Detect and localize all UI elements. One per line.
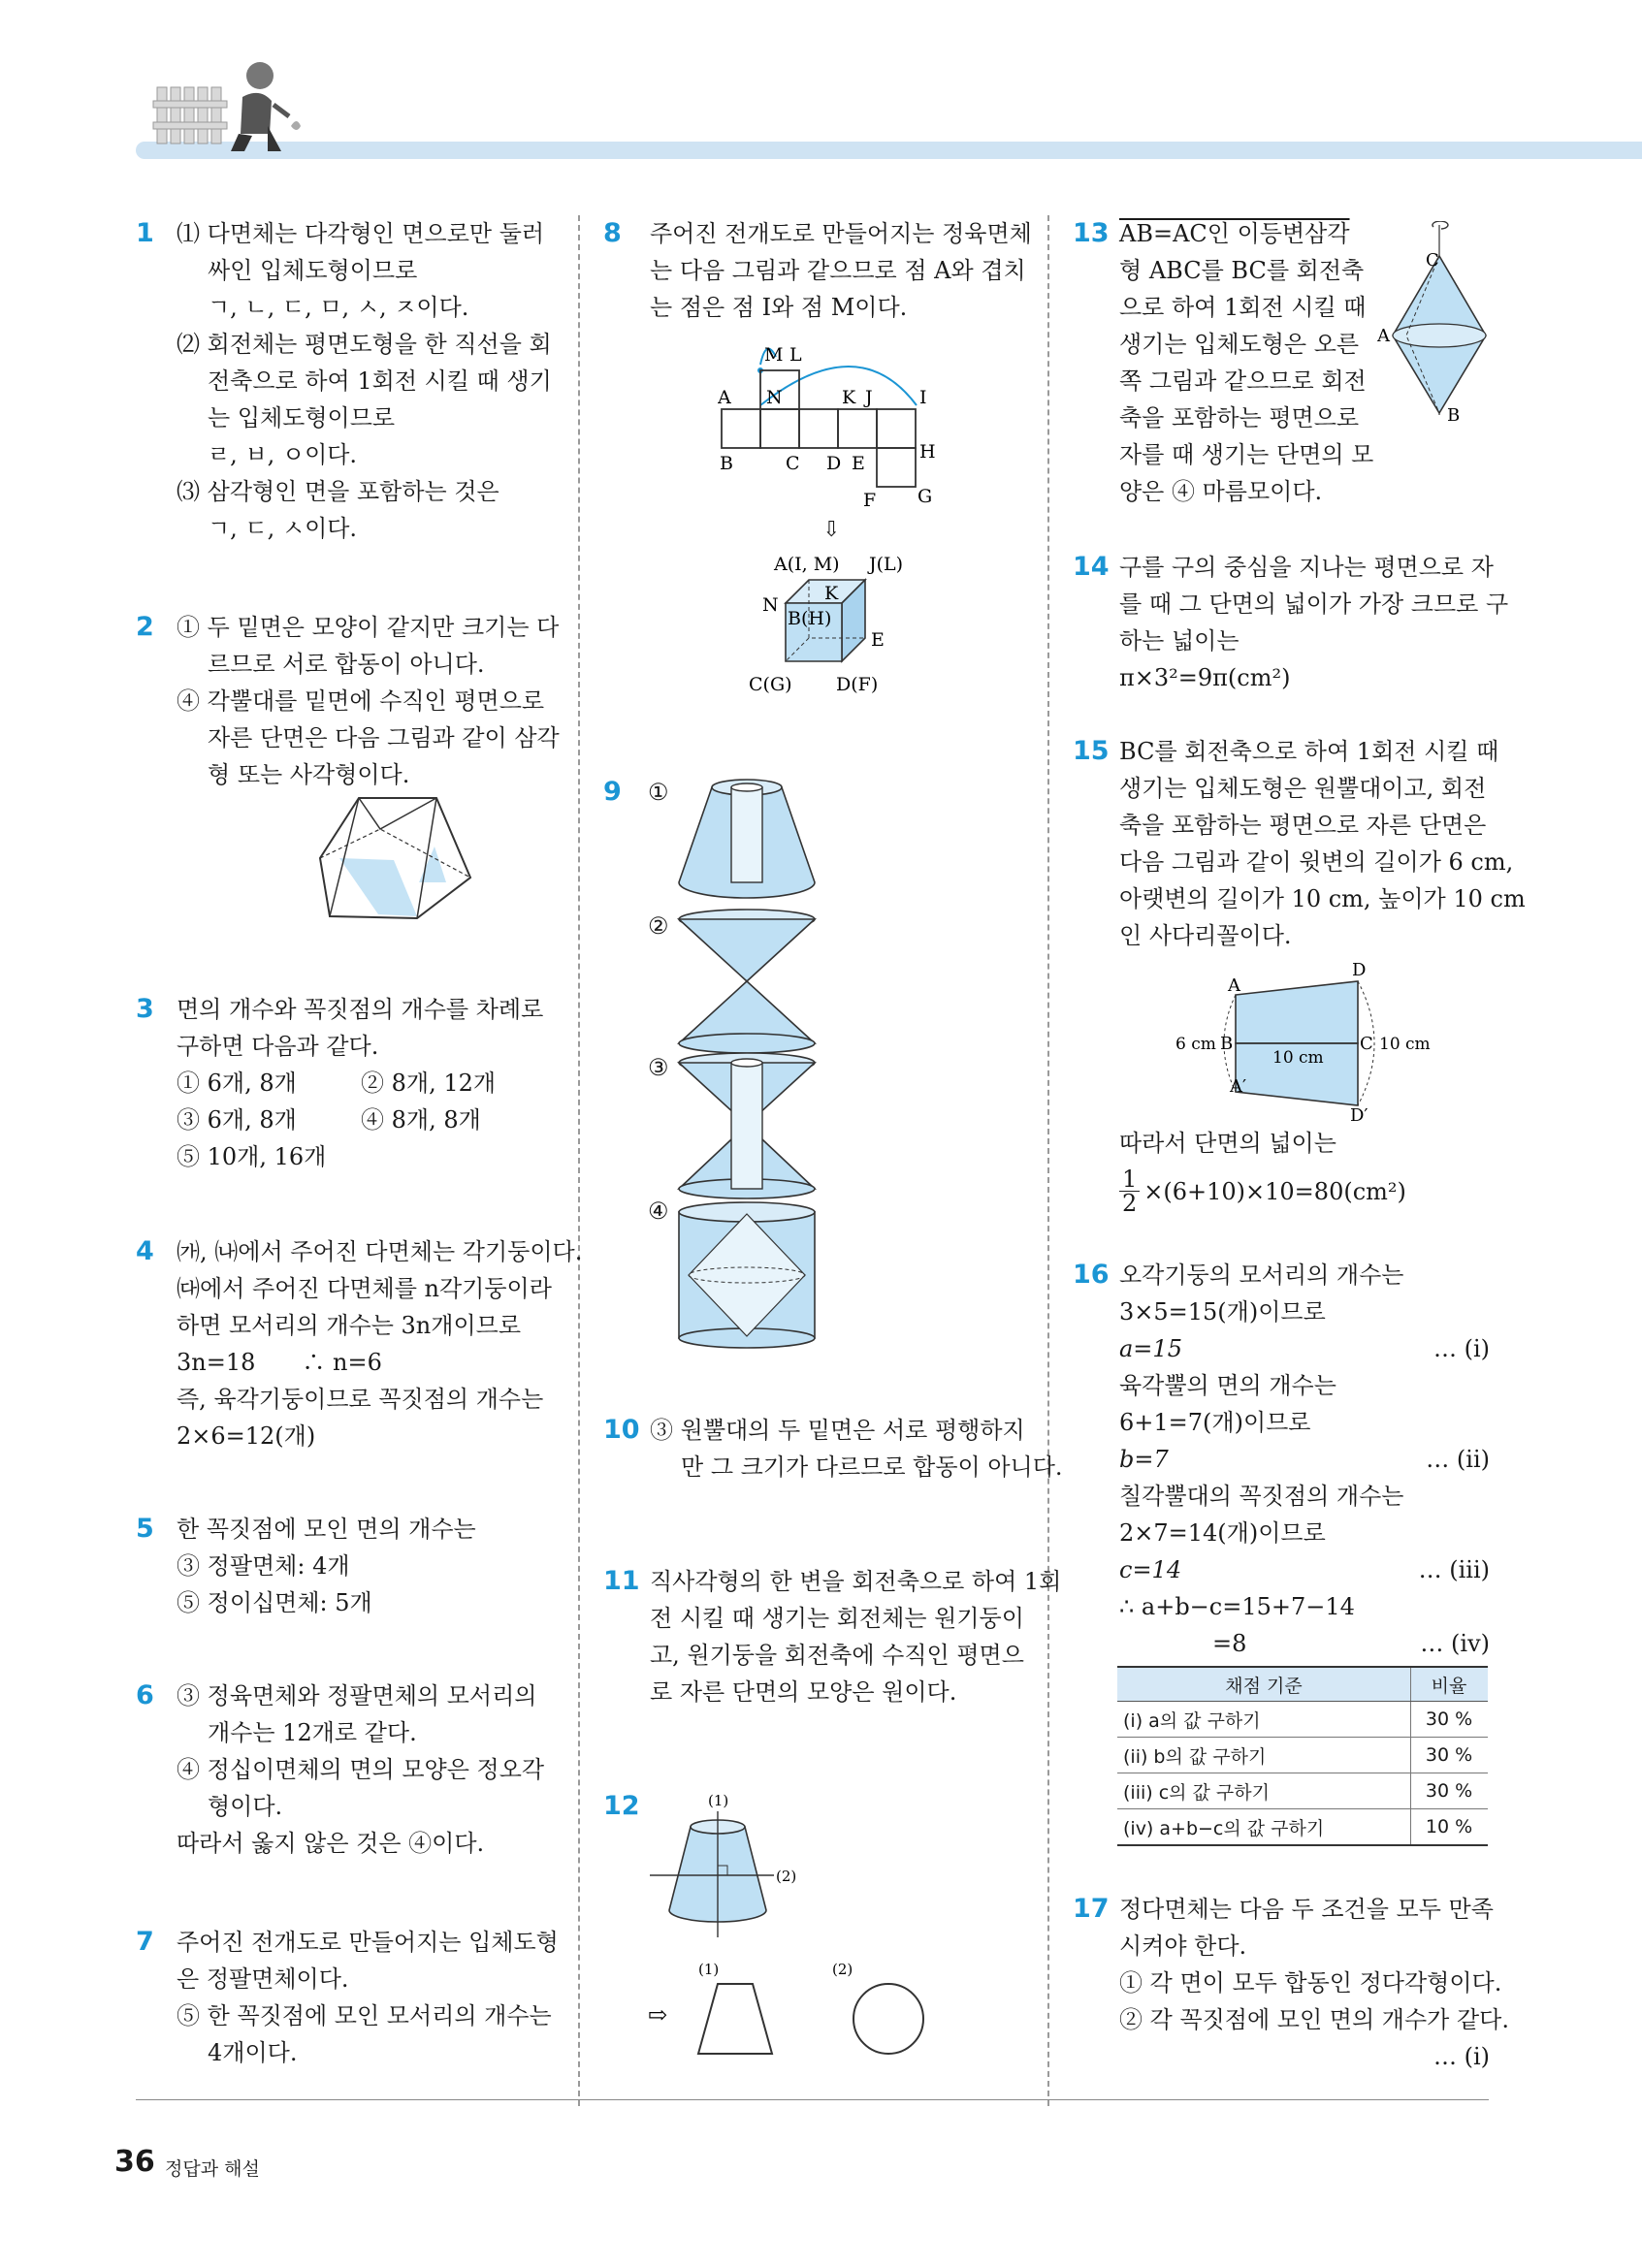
answer-text: 직사각형의 한 변을 회전축으로 하여 1회 [650, 1568, 1062, 1595]
answer-text: ㄱ, ㄴ, ㄷ, ㅁ, ㅅ, ㅈ이다. [208, 294, 469, 321]
cube-label: N [762, 594, 779, 616]
figure-label: C [1360, 1034, 1373, 1054]
fraction [1119, 1167, 1140, 1215]
answer-text: 정다면체는 다음 두 조건을 모두 만족 [1119, 1896, 1494, 1923]
answer-text: 다음 그림과 같이 윗변의 길이가 6 cm, [1119, 848, 1514, 876]
table-cell: 30 % [1411, 1738, 1489, 1773]
cube-net-figure [718, 337, 950, 512]
cube-label: E [871, 629, 885, 651]
answer-text: ② 각 꼭짓점에 모인 면의 개수가 같다. [1119, 2006, 1509, 2033]
choice-mark: ① [648, 779, 669, 806]
answer-text: 전 시킬 때 생기는 회전체는 원기둥이 [650, 1605, 1024, 1632]
table-cell: (iv) a+b−c의 값 구하기 [1117, 1809, 1411, 1846]
answer-number: 6 [136, 1680, 154, 1710]
answer-text: BC를 회전축으로 하여 1회전 시킬 때 [1119, 738, 1499, 765]
figure-label: A′ [1230, 1076, 1247, 1097]
cube-label: J(L) [869, 554, 904, 575]
net-label: H [919, 441, 936, 463]
answer-number: 7 [136, 1927, 154, 1957]
answer-text: 따라서 옳지 않은 것은 ④이다. [177, 1830, 485, 1857]
right-arrow-icon: ⇨ [648, 2001, 668, 2028]
answer-number: 15 [1073, 736, 1110, 766]
answer-number: 12 [603, 1791, 640, 1821]
answer-text: 쪽 그림과 같으므로 회전 [1119, 367, 1367, 395]
step-marker: … (iii) [1418, 1556, 1490, 1583]
figure-label: D [1352, 960, 1367, 980]
answer-number: 3 [136, 994, 154, 1024]
fraction-numerator: 1 [1119, 1167, 1140, 1192]
answer-text: ㄹ, ㅂ, ㅇ이다. [208, 441, 358, 468]
answer-14 [1073, 549, 1509, 696]
cut-label: (2) [832, 1961, 853, 1978]
table-cell: 30 % [1411, 1773, 1489, 1809]
answer-text: ③ 정육면체와 정팔면체의 모서리의 [177, 1682, 537, 1709]
answer-5 [136, 1511, 563, 1621]
answer-text: 6+1=7(개)이므로 [1119, 1409, 1311, 1436]
page-number: 36 [114, 2145, 155, 2179]
answer-number: 11 [603, 1566, 640, 1596]
answer-text: 전축으로 하여 1회전 시킬 때 생기 [208, 367, 552, 395]
answer-text: 자를 때 생기는 단면의 모 [1119, 441, 1374, 468]
column-divider [1047, 215, 1049, 2106]
answer-text: 인 사다리꼴이다. [1119, 922, 1292, 949]
answer-choice: ⑤ 10개, 16개 [177, 1143, 327, 1170]
answer-16 [1073, 1257, 1490, 1662]
net-label: M [764, 344, 784, 366]
answer-text: 생기는 입체도형은 원뿔대이고, 회전 [1119, 775, 1487, 802]
answer-text: 로 자른 단면의 모양은 원이다. [650, 1678, 957, 1706]
figure-label: 10 cm [1272, 1048, 1324, 1068]
answer-text: c=14 [1119, 1556, 1182, 1583]
cut-label: (1) [708, 1792, 729, 1809]
answer-text: ㄱ, ㄷ, ㅅ이다. [208, 515, 358, 542]
answer-text: 으로 하여 1회전 시킬 때 [1119, 294, 1367, 321]
answer-text: 만 그 크기가 다르므로 합동이 아니다. [681, 1453, 1063, 1481]
column-divider [578, 215, 580, 2106]
answer-text: 아랫변의 길이가 10 cm, 높이가 10 cm [1119, 885, 1526, 912]
answer-text: 주어진 전개도로 만들어지는 입체도형 [177, 1929, 559, 1956]
table-cell: (ii) b의 값 구하기 [1117, 1738, 1411, 1773]
answer-choice: ④ 8개, 8개 [361, 1106, 481, 1134]
answer-text: 개수는 12개로 같다. [208, 1719, 417, 1746]
answer-number: 1 [136, 218, 154, 248]
cube-label: A(I, M) [774, 554, 840, 575]
answer-text: ③ 정팔면체: 4개 [177, 1552, 350, 1580]
answer-text: 칠각뿔대의 꼭짓점의 개수는 [1119, 1483, 1404, 1510]
figure-label: B [1220, 1034, 1234, 1054]
answer-text: 따라서 단면의 넓이는 [1119, 1130, 1336, 1157]
answer-text: 면의 개수와 꼭짓점의 개수를 차례로 [177, 996, 544, 1023]
answer-text: AB=AC인 이등변삼각 [1119, 220, 1350, 247]
step-marker: … (i) [1433, 1335, 1490, 1362]
table-cell: 30 % [1411, 1702, 1489, 1738]
table-row [1117, 1773, 1488, 1809]
answer-text: 주어진 전개도로 만들어지는 정육면체 [650, 220, 1032, 247]
answer-text: 4개이다. [208, 2039, 298, 2066]
answer-number: 8 [603, 218, 622, 248]
figure-label: 10 cm [1379, 1035, 1431, 1054]
down-arrow-icon: ⇩ [822, 518, 841, 542]
answer-11 [603, 1563, 1062, 1710]
step-marker: … (iv) [1420, 1630, 1490, 1657]
answer-number: 16 [1073, 1260, 1110, 1290]
answer-text: 육각뿔의 면의 개수는 [1119, 1372, 1336, 1399]
cut-label: (1) [698, 1961, 720, 1978]
answer-text: 형 또는 사각형이다. [208, 761, 410, 788]
answer-text: 자른 단면은 다음 그림과 같이 삼각 [208, 724, 560, 751]
answer-text: 시켜야 한다. [1119, 1933, 1247, 1960]
answer-text: 축을 포함하는 평면으로 자른 단면은 [1119, 812, 1487, 839]
net-label: K [842, 387, 856, 408]
answer-choice: ① 6개, 8개 [177, 1070, 297, 1097]
answer-number: 9 [603, 777, 622, 807]
answer-number: 13 [1073, 218, 1110, 248]
answer-text: ① 두 밑면은 모양이 같지만 크기는 다 [177, 614, 560, 641]
answer-text: ① 각 면이 모두 합동인 정다각형이다. [1119, 1969, 1502, 1996]
answer-text: 생기는 입체도형은 오른 [1119, 331, 1360, 358]
figure-label: C [1426, 250, 1439, 271]
answer-text: 3×5=15(개)이므로 [1119, 1298, 1326, 1326]
frustum-section-figure [310, 790, 475, 931]
answer-text: 고, 원기둥을 회전축에 수직인 평면으 [650, 1642, 1024, 1669]
figure-label: B [1447, 405, 1461, 425]
answer-text: 형이다. [208, 1793, 283, 1820]
answer-1 [136, 215, 563, 547]
cube-label: D(F) [836, 674, 879, 695]
answer-text: 2×6=12(개) [177, 1422, 316, 1450]
choice-mark: ④ [648, 1198, 669, 1225]
net-label: E [852, 453, 865, 474]
table-row [1117, 1702, 1488, 1738]
answer-text: 은 정팔면체이다. [177, 1965, 349, 1993]
figure-label: A [1228, 975, 1240, 996]
answer-text: 는 점은 점 I와 점 M이다. [650, 294, 908, 321]
cube-label: C(G) [749, 674, 792, 695]
answer-number: 4 [136, 1236, 154, 1266]
table-cell: (iii) c의 값 구하기 [1117, 1773, 1411, 1809]
answer-text: ⑤ 한 꼭짓점에 모인 모서리의 개수는 [177, 2002, 552, 2029]
cut-label: (2) [776, 1868, 797, 1885]
answer-text: 축을 포함하는 평면으로 [1119, 404, 1360, 431]
answer-text: =8 [1119, 1630, 1247, 1657]
answer-text: ⑵ 회전체는 평면도형을 한 직선을 회 [177, 331, 552, 358]
answer-10 [603, 1412, 1063, 1485]
cube-label: K [824, 583, 839, 604]
answer-number: 14 [1073, 552, 1110, 582]
answer-text: ∴ a+b−c=15+7−14 [1119, 1593, 1355, 1620]
net-label: D [826, 453, 842, 474]
answer-4 [136, 1233, 583, 1454]
answer-text: 는 다음 그림과 같으므로 점 A와 겹치 [650, 257, 1026, 284]
answer-6 [136, 1677, 563, 1862]
answer-text: 한 꼭짓점에 모인 면의 개수는 [177, 1516, 476, 1543]
answer-text: ㈎, ㈏에서 주어진 다면체는 각기둥이다. [177, 1238, 583, 1265]
answer-text: ④ 각뿔대를 밑면에 수직인 평면으로 [177, 687, 545, 715]
table-row [1117, 1738, 1488, 1773]
answer-text: 오각기둥의 모서리의 개수는 [1119, 1262, 1404, 1289]
step-marker: … (ii) [1426, 1446, 1490, 1473]
page-label: 정답과 해설 [165, 2158, 260, 2180]
answer-number: 10 [603, 1415, 640, 1445]
answer-text: 구하면 다음과 같다. [177, 1033, 379, 1060]
header-bar [136, 142, 1642, 159]
choice-mark: ② [648, 912, 669, 940]
answer-formula: ×(6+10)×10=80(cm²) [1143, 1177, 1406, 1205]
answer-text: a=15 [1119, 1335, 1182, 1362]
answer-text: ⑶ 삼각형인 면을 포함하는 것은 [177, 478, 499, 505]
net-label: F [863, 490, 877, 511]
answer-text: b=7 [1119, 1446, 1169, 1473]
answer-number: 5 [136, 1514, 154, 1544]
answer-text: ㈐에서 주어진 다면체를 n각기둥이라 [177, 1275, 552, 1302]
figure-label: D′ [1350, 1105, 1368, 1125]
answer-7 [136, 1924, 563, 2071]
answer-text: ⑤ 정이십면체: 5개 [177, 1589, 372, 1616]
answer-3 [136, 991, 563, 1175]
answer-15-conclusion [1119, 1125, 1488, 1215]
net-label: J [865, 387, 873, 408]
frustum-cut-figure [640, 1790, 960, 2071]
answer-text: 3n=18 ∴ n=6 [177, 1349, 382, 1376]
answer-15 [1073, 733, 1526, 954]
answer-formula: π×3²=9π(cm²) [1119, 664, 1291, 691]
gardener-illustration [145, 58, 310, 160]
answer-number: 2 [136, 612, 154, 642]
answer-text: ④ 정십이면체의 면의 모양은 정오각 [177, 1756, 545, 1783]
scoring-table [1117, 1666, 1488, 1846]
net-label: L [789, 344, 802, 366]
footer-divider [136, 2099, 1489, 2100]
double-cone-figure [1377, 221, 1494, 425]
answer-2 [136, 609, 563, 793]
table-cell: 10 % [1411, 1809, 1489, 1846]
answer-text: 2×7=14(개)이므로 [1119, 1519, 1326, 1547]
step-marker: … (i) [1433, 2043, 1490, 2070]
net-label: B [720, 453, 733, 474]
table-header: 채점 기준 [1117, 1667, 1411, 1702]
table-header: 비율 [1411, 1667, 1489, 1702]
trapezoid-section-figure [1175, 960, 1457, 1125]
answer-text: ⑴ 다면체는 다각형인 면으로만 둘러 [177, 220, 545, 247]
net-label: C [786, 453, 800, 474]
table-cell: (i) a의 값 구하기 [1117, 1702, 1411, 1738]
answer-text: 하면 모서리의 개수는 3n개이므로 [177, 1312, 522, 1339]
fraction-denominator: 2 [1122, 1190, 1138, 1217]
answer-text: 하는 넓이는 [1119, 627, 1240, 655]
figure-label: 6 cm [1175, 1035, 1216, 1054]
answer-choice: ② 8개, 12개 [361, 1070, 497, 1097]
answer-text: 는 입체도형이므로 [208, 404, 396, 431]
table-row [1117, 1809, 1488, 1846]
net-label: N [766, 387, 783, 408]
answer-17 [1073, 1891, 1509, 2075]
answer-8 [603, 215, 1030, 326]
cube-figure [747, 545, 941, 705]
answer-text: 양은 ④ 마름모이다. [1119, 478, 1323, 505]
answer-text: 르므로 서로 합동이 아니다. [208, 651, 485, 678]
answer-text: ③ 원뿔대의 두 밑면은 서로 평행하지 [650, 1417, 1025, 1444]
answer-text: 형 ABC를 BC를 회전축 [1119, 257, 1365, 284]
answer-text: 싸인 입체도형이므로 [208, 257, 418, 284]
rotation-solids-figure [669, 776, 824, 1358]
net-label: A [718, 387, 731, 408]
answer-text: 구를 구의 중심을 지나는 평면으로 자 [1119, 554, 1494, 581]
answer-text: 를 때 그 단면의 넓이가 가장 크므로 구 [1119, 591, 1509, 618]
cube-label: B(H) [788, 608, 832, 629]
figure-label: A [1377, 326, 1390, 346]
net-label: I [919, 387, 927, 408]
choice-mark: ③ [648, 1054, 669, 1081]
net-label: G [918, 486, 933, 507]
answer-choice: ③ 6개, 8개 [177, 1106, 297, 1134]
answer-text: 즉, 육각기둥이므로 꼭짓점의 개수는 [177, 1386, 544, 1413]
answer-number: 17 [1073, 1894, 1110, 1924]
